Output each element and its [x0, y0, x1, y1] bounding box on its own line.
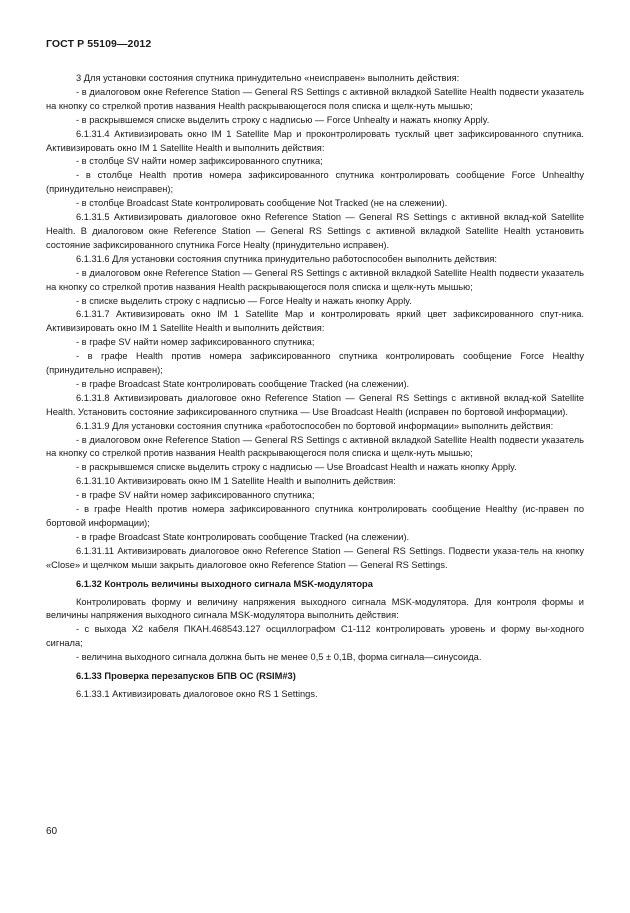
paragraph: - в графе SV найти номер зафиксированного спутника; [76, 490, 315, 501]
paragraph: - в столбце Health против номера зафиксированного спутника контролировать сообщение Force Unhealthy (принудительно неисправен); [46, 170, 584, 195]
paragraph: - в графе SV найти номер зафиксированного спутника; [76, 337, 315, 348]
page-number: 60 [46, 826, 58, 837]
paragraph: 3 Для установки состояния спутника принудительно «неисправен» выполнить действия: [76, 73, 460, 83]
paragraph: 6.1.31.10 Активизировать окно IM 1 Satellite Health и выполнить действия: [76, 476, 396, 487]
paragraph: - в диалоговом окне Reference Station — General RS Settings с активной вкладкой Satellite Health подвести указатель на кнопку со стрелкой против названия Health раскрывающегося поля списка и щелк-нуть мышью; [46, 434, 584, 459]
paragraph: 6.1.31.6 Для установки состояния спутника принудительно работоспособен выполнить действия: [76, 253, 497, 264]
paragraph: - в раскрывшемся списке выделить строку с надписью — Use Broadcast Health и нажать кнопку Apply. [76, 462, 517, 473]
paragraph: 6.1.33.1 Активизировать диалоговое окно RS 1 Settings. [76, 688, 318, 699]
paragraph: - в раскрывшемся списке выделить строку с надписью — Force Unhealty и нажать кнопку Apply. [76, 114, 490, 125]
document-body [46, 72, 584, 702]
paragraph: - в графе Health против номера зафиксированного спутника контролировать сообщение Force Healthy (принудительно исправен); [46, 351, 584, 376]
paragraph: - в диалоговом окне Reference Station — General RS Settings с активной вкладкой Satellite Health подвести указатель на кнопку со стрелкой против названия Health раскрывающегося поля списка и щелк-нуть мышью; [46, 267, 584, 292]
paragraph: - в списке выделить строку с надписью — Force Healty и нажать кнопку Apply. [76, 295, 412, 306]
paragraph: Контролировать форму и величину напряжения выходного сигнала MSK-модулятора. Для контроля формы и величины напряжения выходного сигнала MSK-модулятора выполнить действия: [46, 596, 584, 621]
paragraph: 6.1.31.7 Активизировать окно IM 1 Satellite Map и контролировать яркий цвет зафиксированного спут-ника. Активизировать окно IM 1 Satellite Health и выполнить действия: [46, 309, 584, 334]
section-heading: 6.1.32 Контроль величины выходного сигнала MSK-модулятора [76, 578, 373, 589]
paragraph: 6.1.31.8 Активизировать диалоговое окно Reference Station — General RS Settings с активной вклад-кой Satellite Health. Установить состояние зафиксированного спутника — Use Broadcast Health (исправен по бортовой информации). [46, 392, 584, 417]
paragraph: 6.1.31.5 Активизировать диалоговое окно Reference Station — General RS Settings с активной вклад-кой Satellite Health. В диалоговом окне Reference Station — General RS Settings с активной вкладкой Satellite Health установить состояние зафиксированного спутника Force Healty (принудительно исправен). [46, 212, 584, 250]
paragraph: - в графе Health против номера зафиксированного спутника контролировать сообщение Healthy (ис-правен по бортовой информации); [46, 504, 584, 528]
paragraph: - с выхода Х2 кабеля ПКАН.468543.127 осциллографом С1-112 контролировать уровень и форму вы-ходного сигнала; [46, 624, 584, 649]
paragraph: 6.1.31.4 Активизировать окно IM 1 Satellite Map и проконтролировать тусклый цвет зафиксированного спутника. Активизировать окно IM 1 Satellite Health и выполнить действия: [46, 128, 584, 153]
paragraph: - в графе Broadcast State контролировать сообщение Tracked (на слежении). [76, 378, 410, 389]
paragraph: - в столбце Broadcast State контролировать сообщение Not Tracked (не на слежении). [76, 198, 448, 209]
paragraph: 6.1.31.11 Активизировать диалоговое окно Reference Station — General RS Settings. Подвести указа-тель на кнопку «Close» и щелчком мыши закрыть диалоговое окно Reference Station — General RS Settings. [46, 545, 584, 570]
paragraph: - в графе Broadcast State контролировать сообщение Tracked (на слежении). [76, 531, 410, 542]
section-heading: 6.1.33 Проверка перезапусков БПВ ОС (RSIM#3) [76, 671, 296, 682]
paragraph: 6.1.31.9 Для установки состояния спутника «работоспособен по бортовой информации» выполнить действия: [76, 420, 554, 431]
paragraph: - в диалоговом окне Reference Station — General RS Settings с активной вкладкой Satellite Health подвести указатель на кнопку со стрелкой против названия Health раскрывающегося поля списка и щелк-нуть мышью; [46, 86, 584, 111]
paragraph: - величина выходного сигнала должна быть не менее 0,5 ± 0,1В, форма сигнала—синусоида. [76, 652, 482, 663]
paragraph: - в столбце SV найти номер зафиксированного спутника; [76, 156, 323, 167]
document-header: ГОСТ Р 55109—2012 [46, 38, 152, 50]
